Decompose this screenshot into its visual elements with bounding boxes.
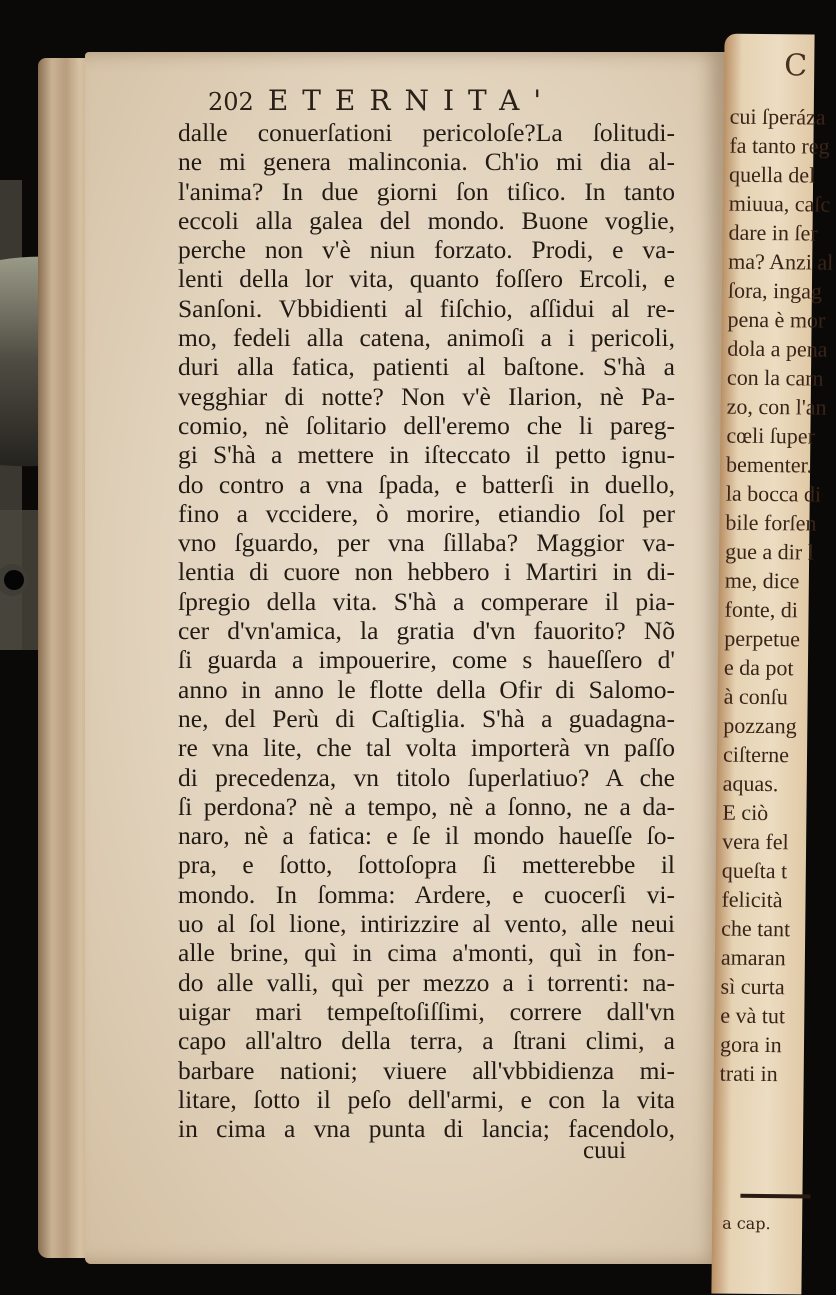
text-line: vera fel [722, 828, 789, 855]
text-line: gora in [719, 1031, 782, 1058]
text-line: pena è mor [727, 306, 826, 333]
text-line: dalle conuerſationi pericoloſe?La ſolitudi- [178, 118, 675, 147]
text-line: comio, nè ſolitario dell'eremo che li pareg- [178, 410, 675, 440]
text-line: ne mi genera malinconia. Ch'io mi dia al- [178, 147, 675, 177]
body-text [178, 118, 675, 1143]
text-line: sì curta [720, 973, 785, 1000]
text-line: cœli ſuper [726, 422, 816, 449]
text-line: pra, e ſotto, ſottoſopra ſi metterebbe il [178, 850, 675, 880]
text-line: ne, del Perù di Caſtiglia. S'hà a guadagna- [178, 703, 675, 733]
text-line: mondo. In ſomma: Ardere, e cuocerſi vi- [178, 879, 675, 909]
text-line: do alle valli, quì per mezzo a i torrenti: na- [178, 967, 675, 997]
text-line: capo all'altro della terra, a ſtrani climi, a [178, 1026, 675, 1056]
text-line: duri alla fatica, patienti al baſtone. S'hà a [178, 352, 675, 382]
text-line: uo al ſol lione, intirizzire al vento, alle neui [178, 909, 675, 939]
text-line: amaran [720, 944, 786, 971]
text-line: ſpregio della vita. S'hà a comperare il pia- [178, 586, 675, 616]
text-line: barbare nationi; viuere all'vbbidienza mi- [178, 1055, 675, 1085]
text-line: cer d'vn'amica, la gratia d'vn fauorito? Nõ [178, 616, 675, 646]
text-line: e và tut [720, 1002, 786, 1029]
right-page [711, 34, 834, 1295]
text-line: che tant [721, 915, 791, 942]
text-line: cui ſperáza [729, 103, 826, 130]
footnote-rule [740, 1194, 810, 1199]
text-line: à conſu [723, 683, 788, 710]
text-line: vno ſguardo, per vna ſillaba? Maggior va- [178, 528, 675, 558]
text-line: trati in [719, 1060, 778, 1087]
text-line: bile forſen [725, 509, 817, 536]
text-line: dola a pena [727, 335, 828, 362]
text-line: litare, ſotto il peſo dell'armi, e con la vita [178, 1084, 675, 1114]
text-line: queſta t [721, 857, 788, 884]
text-line: felicità [721, 886, 783, 913]
text-line: ma? Anzi al [728, 248, 834, 275]
text-line: uigar mari tempeſtoſiſſimi, correre dall'vn [178, 996, 675, 1026]
text-line: fino a vccidere, ò morire, etiandio ſol per [178, 498, 675, 528]
text-line: la bocca di [725, 480, 822, 507]
text-line: ſi perdona? nè a tempo, nè a ſonno, ne a da- [178, 791, 675, 821]
page-number: 202 [208, 88, 254, 116]
text-line: quella del [728, 161, 816, 188]
text-line: anno in anno le flotte della Ofir di Salomo- [178, 674, 675, 704]
text-line: pozzang [723, 712, 797, 739]
text-line: mo, fedeli alla catena, animoſi a i pericoli, [178, 323, 675, 353]
text-line: ſora, ingag [727, 277, 823, 304]
text-line: zo, con l'an [726, 393, 827, 420]
text-line: in cima a vna punta di lancia; facendolo, [178, 1114, 675, 1144]
text-line: e da pot [723, 654, 794, 681]
running-header [208, 84, 555, 117]
footnote: a cap. [722, 1213, 771, 1234]
text-line: E ciò [722, 799, 769, 826]
right-page-text [720, 102, 835, 1089]
text-line: perpetue [724, 625, 801, 652]
text-line: fa tanto reg [729, 132, 830, 159]
text-line: perche non v'è niun forzato. Prodi, e va- [178, 235, 675, 265]
right-running-head: C [784, 48, 808, 84]
text-line: naro, nè a fatica: e ſe il mondo haueſſe ſo- [178, 821, 675, 851]
text-line: Sanſoni. Vbbidienti al fiſchio, aſſidui al re- [178, 293, 675, 323]
text-line: alle brine, quì in cima a'monti, quì in fon- [178, 938, 675, 968]
text-line: ſi guarda a impouerire, come s haueſſero d' [178, 645, 675, 675]
text-line: ciſterne [722, 741, 790, 768]
text-line: lentia di cuore non hebbero i Martiri in di- [178, 557, 675, 587]
text-line: eccoli alla galea del mondo. Buone voglie, [178, 205, 675, 235]
text-line: lenti della lor vita, quanto foſſero Ercoli, e [178, 264, 675, 294]
text-line: dare in ſer [728, 219, 818, 246]
text-line: re vna lite, che tal volta importerà vn paſſo [178, 733, 675, 763]
text-line: fonte, di [724, 596, 799, 623]
catchword: cuui [583, 1137, 627, 1164]
text-line: di precedenza, vn titolo ſuperlatiuo? A che [178, 762, 675, 792]
text-line: vegghiar di notte? Non v'è Ilarion, nè Pa- [178, 381, 675, 411]
text-line: me, dice [724, 567, 800, 594]
text-line: bementer. [725, 451, 813, 478]
text-line: con la carn [726, 364, 824, 391]
text-line: gi S'hà a mettere in iſteccato il petto ignu- [178, 440, 675, 470]
text-line: gue a dir l [725, 538, 814, 565]
text-line: miuua, caſc [728, 190, 831, 217]
text-line: do contro a vna ſpada, e batterſi in duello, [178, 469, 675, 499]
running-head-title: ETERNITA' [267, 84, 556, 117]
text-line: aquas. [722, 770, 779, 797]
text-line: l'anima? In due giorni ſon tiſico. In tanto [178, 176, 675, 206]
